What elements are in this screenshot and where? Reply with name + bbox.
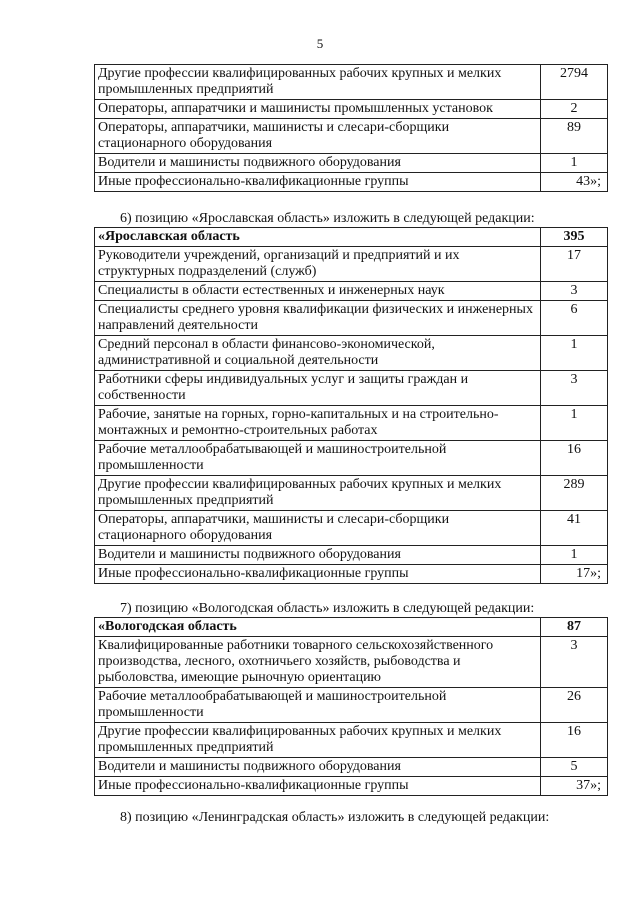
row-value: 17»; — [541, 565, 608, 584]
table-row — [95, 336, 608, 371]
row-value: 289 — [541, 476, 608, 511]
row-value: 26 — [541, 688, 608, 723]
row-label: Квалифицированные работники товарного сельскохозяйственного производства, лесного, охотничьего хозяйств, рыбоводства и рыболовства, имеющие рыночную ориентацию — [95, 637, 541, 688]
row-value: 3 — [541, 371, 608, 406]
row-label: Водители и машинисты подвижного оборудования — [95, 758, 541, 777]
table-row — [95, 723, 608, 758]
row-label: Водители и машинисты подвижного оборудования — [95, 546, 541, 565]
row-value: 3 — [541, 282, 608, 301]
row-label: Другие профессии квалифицированных рабочих крупных и мелких промышленных предприятий — [95, 723, 541, 758]
row-value: 1 — [541, 406, 608, 441]
row-value: 17 — [541, 247, 608, 282]
row-label: Другие профессии квалифицированных рабочих крупных и мелких промышленных предприятий — [95, 476, 541, 511]
row-value: 3 — [541, 637, 608, 688]
row-label: Другие профессии квалифицированных рабочих крупных и мелких промышленных предприятий — [95, 65, 541, 100]
row-label: Иные профессионально-квалификационные группы — [95, 173, 541, 192]
table-yaroslavl — [94, 227, 608, 584]
row-label: Средний персонал в области финансово-экономической, административной и социальной деятельности — [95, 336, 541, 371]
row-label: Рабочие, занятые на горных, горно-капитальных и на строительно-монтажных и ремонтно-строительных работах — [95, 406, 541, 441]
table-row — [95, 301, 608, 336]
instruction-vologda: 7) позицию «Вологодская область» изложить в следующей редакции: — [120, 601, 535, 616]
row-value: 2794 — [541, 65, 608, 100]
row-value: 89 — [541, 119, 608, 154]
region-name: «Вологодская область — [95, 618, 541, 637]
row-label: Рабочие металлообрабатывающей и машиностроительной промышленности — [95, 441, 541, 476]
table-row — [95, 247, 608, 282]
region-name: «Ярославская область — [95, 228, 541, 247]
table-row — [95, 406, 608, 441]
table-continued — [94, 64, 608, 192]
table-row — [95, 282, 608, 301]
table-row — [95, 476, 608, 511]
instruction-leningrad: 8) позицию «Ленинградская область» изложить в следующей редакции: — [120, 810, 550, 825]
row-label: Руководители учреждений, организаций и предприятий и их структурных подразделений (служб) — [95, 247, 541, 282]
table-row — [95, 511, 608, 546]
table-header-row — [95, 228, 608, 247]
row-label: Операторы, аппаратчики, машинисты и слесари-сборщики стационарного оборудования — [95, 511, 541, 546]
row-label: Специалисты в области естественных и инженерных наук — [95, 282, 541, 301]
page-number: 5 — [316, 36, 324, 51]
table-header-row — [95, 618, 608, 637]
table-row — [95, 441, 608, 476]
table-row — [95, 371, 608, 406]
row-label: Иные профессионально-квалификационные группы — [95, 777, 541, 796]
table-vologda — [94, 617, 608, 796]
region-total: 395 — [541, 228, 608, 247]
row-label: Операторы, аппаратчики и машинисты промышленных установок — [95, 100, 541, 119]
table-row — [95, 637, 608, 688]
row-label: Иные профессионально-квалификационные группы — [95, 565, 541, 584]
row-label: Специалисты среднего уровня квалификации физических и инженерных направлений деятельности — [95, 301, 541, 336]
row-label: Рабочие металлообрабатывающей и машиностроительной промышленности — [95, 688, 541, 723]
row-value: 6 — [541, 301, 608, 336]
row-value: 43»; — [541, 173, 608, 192]
row-value: 1 — [541, 154, 608, 173]
row-value: 1 — [541, 546, 608, 565]
table-row — [95, 758, 608, 777]
row-value: 16 — [541, 723, 608, 758]
row-value: 16 — [541, 441, 608, 476]
row-value: 2 — [541, 100, 608, 119]
table-row — [95, 154, 608, 173]
row-label: Водители и машинисты подвижного оборудования — [95, 154, 541, 173]
instruction-yaroslavl: 6) позицию «Ярославская область» изложить в следующей редакции: — [120, 211, 535, 226]
row-label: Операторы, аппаратчики, машинисты и слесари-сборщики стационарного оборудования — [95, 119, 541, 154]
row-value: 1 — [541, 336, 608, 371]
row-label: Работники сферы индивидуальных услуг и защиты граждан и собственности — [95, 371, 541, 406]
table-row — [95, 119, 608, 154]
row-value: 5 — [541, 758, 608, 777]
table-row — [95, 65, 608, 100]
table-row — [95, 100, 608, 119]
region-total: 87 — [541, 618, 608, 637]
table-row — [95, 688, 608, 723]
table-row — [95, 777, 608, 796]
row-value: 37»; — [541, 777, 608, 796]
table-row — [95, 565, 608, 584]
table-row — [95, 546, 608, 565]
row-value: 41 — [541, 511, 608, 546]
table-row — [95, 173, 608, 192]
